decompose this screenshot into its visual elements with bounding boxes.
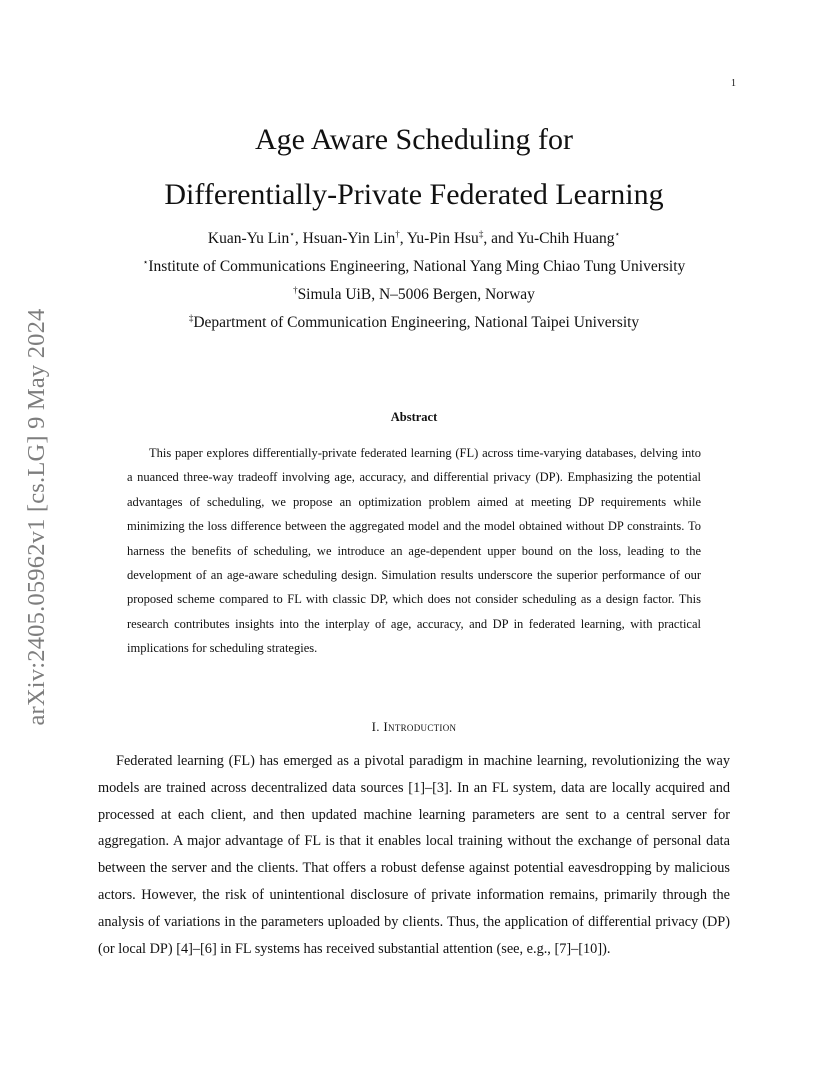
section-heading [80,719,748,735]
author-separator: , and [483,230,517,247]
author-separator: , [399,230,407,247]
section-title: Introduction [383,719,457,734]
affiliation [80,258,748,276]
author-list [80,230,748,248]
abstract-text: This paper explores differentially-private federated learning (FL) across time-varying databases, delving into a nuanced three-way tradeoff involving age, accuracy, and differential privacy (DP). Emphasizing the potential advantages of scheduling, we propose an optimization problem aimed at meeting DP requirements while minimizing the loss difference between the aggregated model and the model obtained without DP constraints. To harness the benefits of scheduling, we introduce an age-dependent upper bound on the loss, leading to the development of an age-aware scheduling design. Simulation results underscore the superior performance of our proposed scheme compared to FL with classic DP, which does not consider scheduling as a design factor. This research contributes insights into the interplay of age, accuracy, and DP in federated learning, with practical implications for scheduling strategies. [127,446,701,656]
affiliation [80,314,748,332]
author-name: Yu-Pin Hsu [406,230,479,247]
author-name: Hsuan-Yin Lin [302,230,396,247]
paper-title-line-1: Age Aware Scheduling for [255,123,573,156]
author-affiliation-mark: ‡ [478,229,484,239]
section-number: I. [371,719,384,734]
author-name: Kuan-Yu Lin [207,230,290,247]
author-separator: , [294,230,303,247]
affiliation-text: Simula UiB, N–5006 Bergen, Norway [297,286,535,303]
page-number: 1 [731,78,736,89]
affiliation-text: Institute of Communications Engineering, National Yang Ming Chiao Tung University [148,258,686,275]
affiliation [80,286,748,304]
introduction-paragraph: Federated learning (FL) has emerged as a pivotal paradigm in machine learning, revolutionizing the way models are trained across decentralized data sources [1]–[3]. In an FL system, data are locally acquired and processed at each client, and then updated machine learning parameters are sent to a central server for aggregation. A major advantage of FL is that it enables local training without the exchange of personal data between the server and the clients. That offers a robust defense against potential eavesdropping by malicious actors. However, the risk of unintentional disclosure of private information remains, primarily through the analysis of variations in the parameters uploaded by clients. Thus, the application of differential privacy (DP) (or local DP) [4]–[6] in FL systems has received substantial attention (see, e.g., [7]–[10]). [98,753,730,957]
author-affiliation-mark: † [395,229,400,239]
affiliation-mark: ‡ [188,313,194,323]
author-affiliation-mark: ⋆ [614,229,621,239]
author-affiliation-mark: ⋆ [289,229,295,239]
paper-title [80,112,748,222]
paper-title-line-2: Differentially-Private Federated Learning [164,178,664,211]
affiliation-mark: † [293,285,298,295]
abstract-heading: Abstract [390,410,438,424]
author-name: Yu-Chih Huang [516,230,615,247]
affiliation-text: Department of Communication Engineering, National Taipei University [193,314,640,331]
affiliation-mark: ⋆ [142,257,149,267]
arxiv-identifier-stamp[interactable]: arXiv:2405.05962v1 [cs.LG] 9 May 2024 [23,308,50,726]
